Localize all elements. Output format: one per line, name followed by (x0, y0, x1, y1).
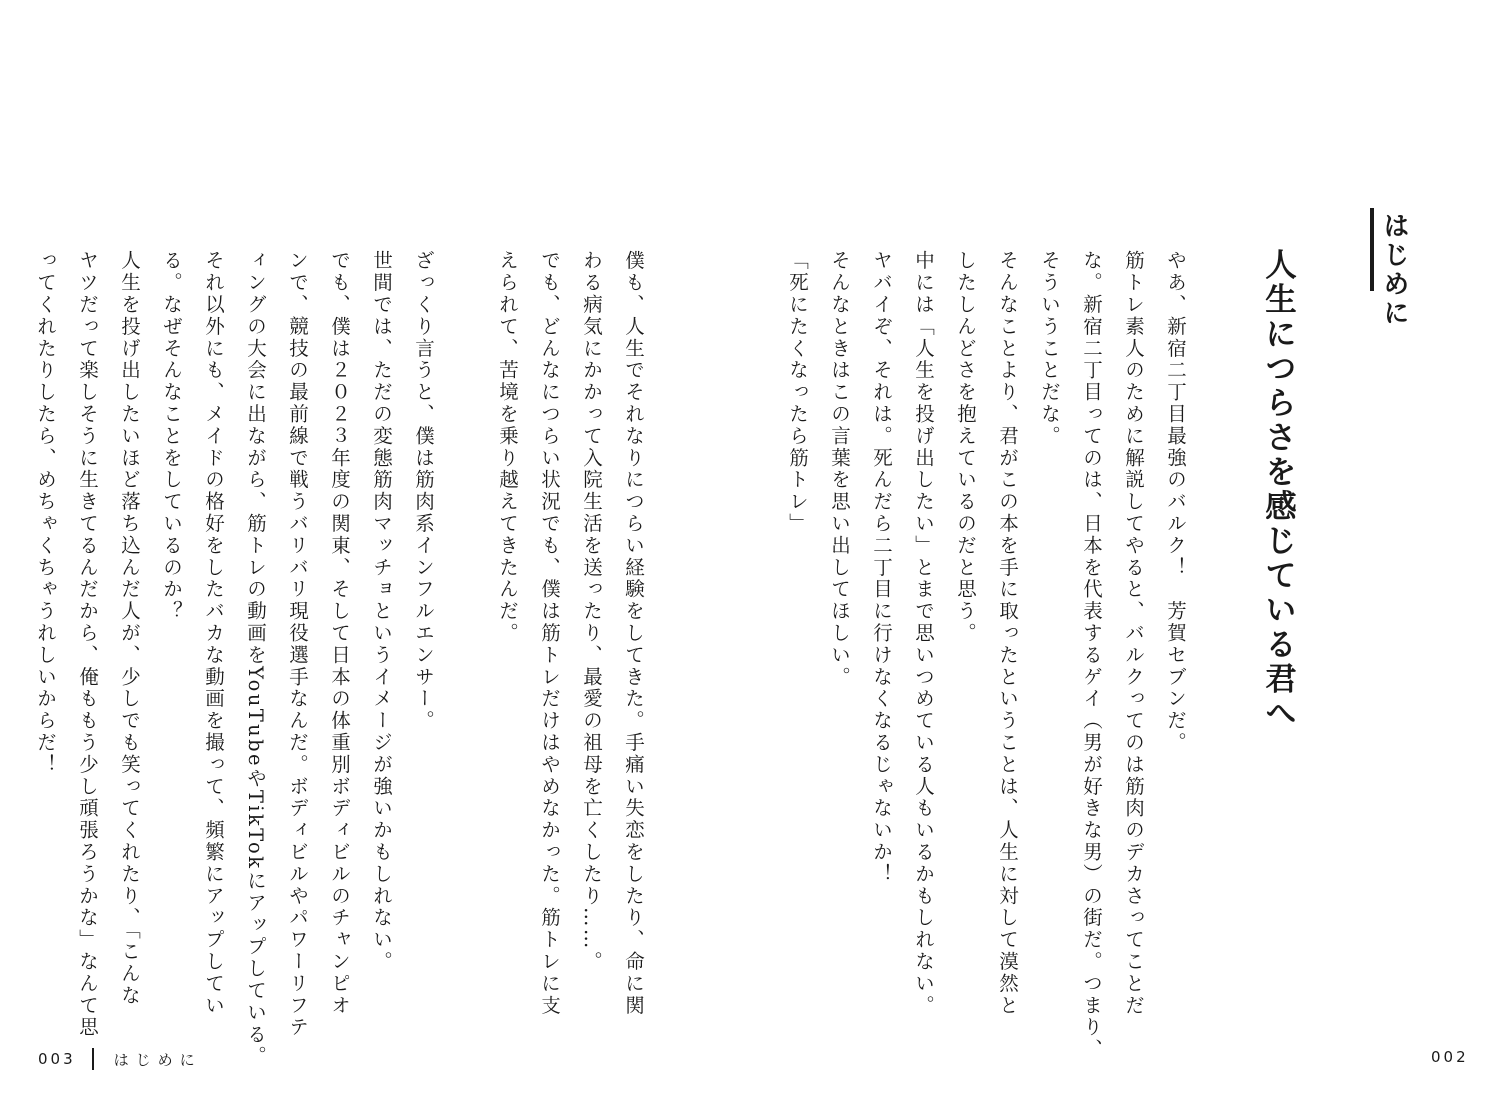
text-column: 僕も、人生でそれなりにつらい経験をしてきた。手痛い失恋をしたり、命に関 (622, 250, 645, 1017)
page-number-left: 003 (38, 1050, 76, 1068)
body-text-block-1 (776, 250, 1196, 1060)
text-column: したしんどさを抱えているのだと思う。 (954, 250, 977, 645)
text-column: でも、僕は２０２３年度の関東、そして日本の体重別ボディビルのチャンピオ (328, 250, 351, 1017)
text-column: そんなときはこの言葉を思い出してほしい。 (828, 250, 851, 688)
text-column: る。なぜそんなことをしているのか？ (160, 250, 183, 623)
text-column: そんなことより、君がこの本を手に取ったということは、人生に対して漠然と (996, 250, 1019, 1017)
text-column: そういうことだな。 (1038, 250, 1061, 448)
text-column: ざっくり言うと、僕は筋肉系インフルエンサー。 (412, 250, 435, 732)
text-column: 世間では、ただの変態筋肉マッチョというイメージが強いかもしれない。 (370, 250, 393, 973)
text-column: ヤバイぞ、それは。死んだら二丁目に行けなくなるじゃないか！ (870, 250, 893, 886)
text-column: 筋トレ素人のために解説してやると、バルクってのは筋肉のデカさってことだ (1122, 250, 1145, 1017)
text-column: えられて、苦境を乗り越えてきたんだ。 (496, 250, 519, 645)
text-column: 人生を投げ出したいほど落ち込んだ人が、少しでも笑ってくれたり、「こんな (118, 250, 141, 1007)
text-column: でも、どんなにつらい状況でも、僕は筋トレだけはやめなかった。筋トレに支 (538, 250, 561, 1017)
text-column: 「死にたくなったら筋トレ」 (786, 250, 809, 535)
text-column: それ以外にも、メイドの格好をしたバカな動画を撮って、頻繁にアップしてい (202, 250, 225, 1017)
running-head: はじめに (113, 1050, 202, 1069)
text-column: やあ、新宿二丁目最強のバルク！ 芳賀セブンだ。 (1164, 250, 1187, 754)
text-column: ンで、競技の最前線で戦うバリバリ現役選手なんだ。ボディビルやパワーリフテ (286, 250, 309, 1039)
footer-rule (92, 1048, 94, 1070)
chapter-rule (1370, 208, 1374, 291)
text-column: な。新宿二丁目ってのは、日本を代表するゲイ（男が好きな男）の街だ。つまり、 (1080, 250, 1103, 1061)
body-text-block-2 (24, 250, 654, 1067)
text-column: ってくれたりしたら、めちゃくちゃうれしいからだ！ (34, 250, 57, 776)
section-title: 人生につらさを感じている君へ (1260, 248, 1297, 731)
text-column: ヤツだって楽しそうに生きてるんだから、俺ももう少し頑張ろうかな」なんて思 (76, 250, 99, 1039)
text-column: 中には「人生を投げ出したい」とまで思いつめている人もいるかもしれない。 (912, 250, 935, 1017)
text-column: ィングの大会に出ながら、筋トレの動画をYouTubeやTikTokにアップしている。 (244, 250, 267, 1068)
page-number-right: 002 (1431, 1048, 1469, 1066)
text-column: わる病気にかかって入院生活を送ったり、最愛の祖母を亡くしたり……。 (580, 250, 603, 973)
footer-left (38, 1048, 202, 1070)
chapter-label: はじめに (1379, 212, 1409, 328)
